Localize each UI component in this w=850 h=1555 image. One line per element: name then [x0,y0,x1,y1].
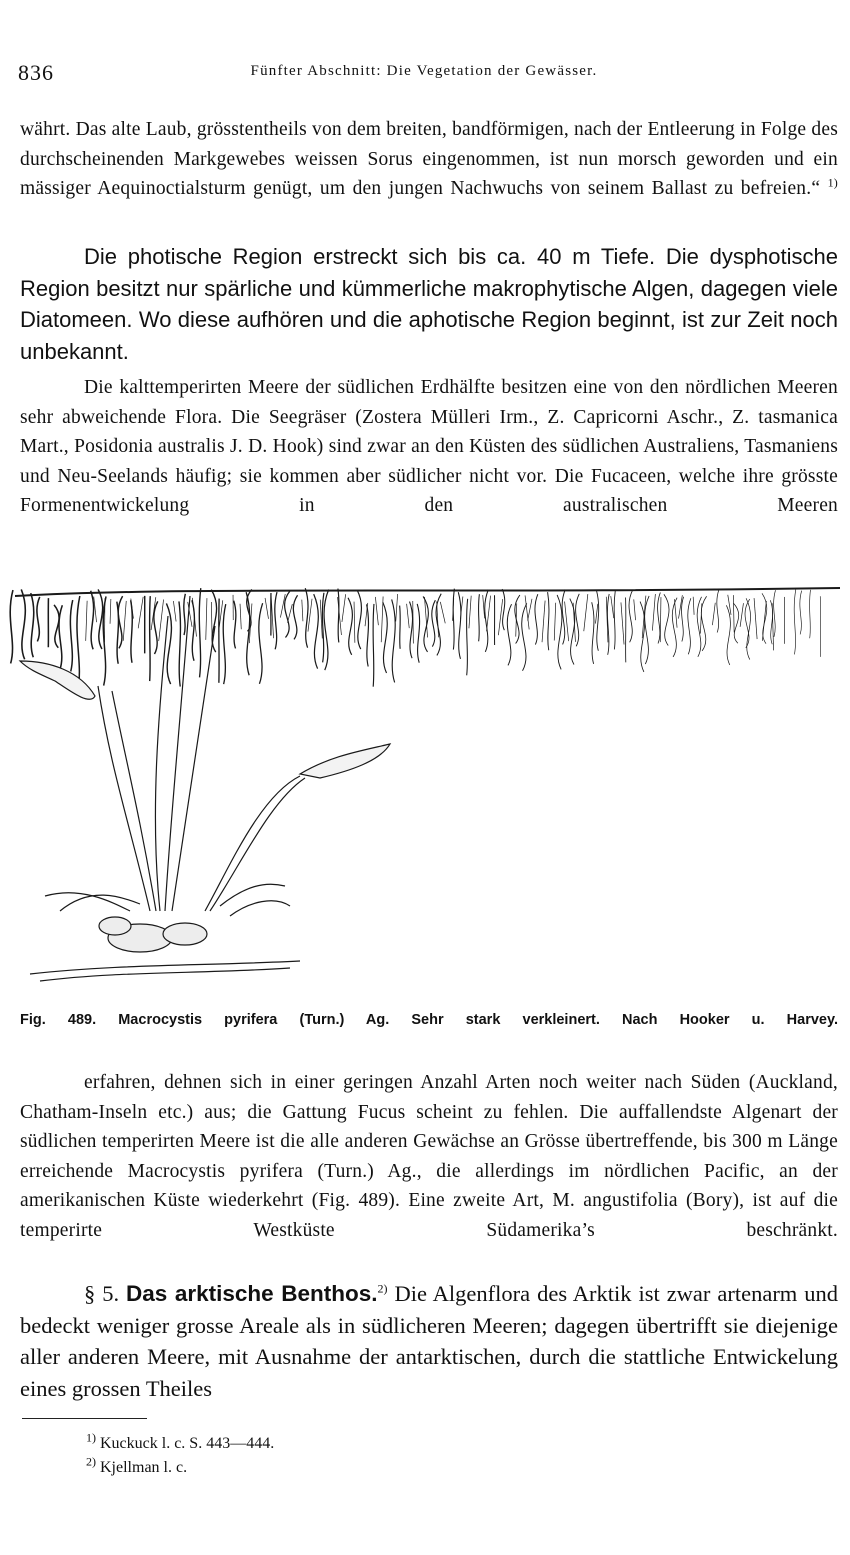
footnote-ref-2: 2) [377,1281,388,1296]
kelp-blade [682,597,684,642]
kelp-blade [629,590,633,643]
kelp-strand [159,599,164,641]
kelp-blade [423,596,428,652]
kelp-blade [774,590,776,637]
kelp-strand [302,600,303,622]
seaweed-drawing [10,588,840,981]
kelp-blade [259,603,263,684]
kelp-strand [498,599,502,635]
kelp-blade [118,596,122,648]
kelp-blade [664,594,669,645]
kelp-blade [154,601,158,654]
kelp-strand [595,604,597,624]
kelp-blade [535,594,538,644]
kelp-strand [407,604,410,628]
kelp-strand [542,601,545,643]
kelp-strand [762,601,766,641]
kelp-blade [688,598,691,654]
kelp-strand [516,604,517,637]
kelp-strand [206,598,207,640]
kelp-strand [396,594,398,621]
kelp-blade [314,594,319,669]
kelp-blade [410,602,413,659]
kelp-blade [717,590,719,633]
kelp-blade [199,588,201,677]
kelp-strand [440,602,445,623]
figure-caption: Fig. 489. Macrocystis pyrifera (Turn.) Ag. Sehr stark verkleinert. Nach Hooker u. Harvey. [20,1012,838,1028]
kelp-strand [740,603,743,627]
kelp-blade [726,605,730,665]
kelp-blade [192,600,195,660]
kelp-strand [554,603,555,641]
kelp-strand [772,603,773,650]
kelp-blade [59,605,62,670]
kelp-canopy-line [15,588,840,596]
kelp-blade [576,594,580,647]
kelp-blade [570,599,575,665]
kelp-blade [453,589,454,650]
kelp-blade [507,604,511,665]
kelp-strand [611,596,614,618]
kelp-blade [400,606,401,649]
kelp-strand [584,594,588,631]
kelp-strand [621,602,624,644]
kelp-blade [184,594,186,635]
kelp-blade [672,598,677,657]
kelp-strand [528,599,532,621]
kelp-blade [70,600,72,671]
kelp-strand [674,599,677,628]
kelp-blade [21,589,25,659]
kelp-strand [487,596,491,632]
kelp-blade [293,595,297,639]
paragraph-southern-seas: Die kalttemperirten Meere der südlichen Erdhälfte besitzen eine von den nördlichen Meeren sehr abweichende Flora. Die Seegräser (Zostera Mülleri Irm., Z. Capricorni Aschr., Z. tasmanica Mart., Posidonia australis J. D. Hook) sind zwar an den Küsten des südlichen Australiens, Tasmaniens und Neu-Seelands häufig; sie kommen aber südlicher nicht vor. Die Fucaceen, welche ihre grösste Formenentwickelung in den australischen Meeren [20,377,838,516]
paragraph-arctic-benthos: § 5. Das arktische Benthos.$^{2)}$ Die Algenflora des Arktik ist zwar artenarm und bedeckt weniger grosse Areale als in südlicheren Meeren; dagegen übertrifft sie diejenige aller anderen Meere, mit Ausnahme der antarktischen, durch die stattliche Entwickelung eines grossen Theiles [20,1281,839,1401]
kelp-blade [522,603,527,670]
kelp-strand [354,602,355,643]
kelp-blade [348,598,352,655]
kelp-strand [365,603,368,626]
figure-macrocystis [0,566,850,1006]
kelp-strand [287,604,292,623]
section-heading: Das arktische Benthos. [126,1281,378,1306]
kelp-blade [31,593,34,657]
page-number: 836 [18,60,54,85]
kelp-blade [432,600,436,646]
kelp-strand [86,601,87,641]
kelp-blade [150,596,151,681]
page-header [18,60,830,90]
kelp-strand [728,595,731,615]
kelp-strand [733,595,734,632]
footnote-1: $^{1)}$ Kuckuck l. c. S. 443—444. [86,1430,275,1452]
kelp-blade [234,601,236,649]
kelp-blade [324,589,329,670]
kelp-strand [123,601,126,641]
paragraph-photic-region: Die photische Region erstreckt sich bis ca. 40 m Tiefe. Die dysphotische Region besitzt nur spärliche und kümmerliche makrophytische Algen, dagegen viele Diatomeen. Wo diese aufhören und die aphotische Region beginnt, ist zur Zeit noch unbekannt. [20,244,838,364]
kelp-blade [37,597,40,641]
kelp-strand [381,596,383,642]
footnote-rule [22,1418,147,1419]
kelp-blade [367,604,369,666]
kelp-strand [375,597,378,625]
footnote-2: $^{2)}$ Kjellman l. c. [86,1454,188,1476]
kelp-strand [525,595,529,629]
kelp-blade [338,589,339,643]
kelp-blade [98,589,103,649]
kelp-blade [305,588,308,648]
kelp-blade [10,590,13,663]
kelp-blade [645,596,649,664]
kelp-blade [562,590,565,645]
kelp-blade [322,593,324,663]
kelp-strand [469,596,471,629]
kelp-strand [754,598,757,639]
kelp-blade [592,602,594,664]
kelp-strand [634,599,636,620]
kelp-blade [596,590,598,650]
kelp-blade [614,590,615,649]
kelp-blade [223,604,226,684]
kelp-blade [373,604,374,687]
kelp-strand [110,599,111,624]
kelp-blade [91,591,94,650]
kelp-blade [166,603,171,684]
paragraph-continuation: währt. Das alte Laub, grösstentheils von dem breiten, bandförmigen, nach der Entleerung in Folge des durchscheinenden Markgewebes weissen Sorus eingenommen, ist nun morsch geworden und ein mässiger Aequinoctialsturm genügt, um den jungen Nachwuchs von seinem Ballast zu befreien.“ $^{1)}$ [20,119,839,199]
macrocystis-illustration [0,566,850,1006]
kelp-blade [467,599,468,675]
kelp-blade [794,590,796,655]
kelp-blade [383,602,387,673]
kelp-strand [173,601,176,622]
kelp-blade [800,591,802,635]
section-number: § 5. [84,1281,120,1306]
kelp-strand [712,603,715,625]
kelp-blade [502,589,505,630]
kelp-blade [557,595,562,670]
kelp-blade [810,590,811,638]
paragraph-macrocystis: erfahren, dehnen sich in einer geringen Anzahl Arten noch weiter nach Süden (Auckland, Chatham-Inseln etc.) aus; die Gattung Fucus scheint zu fehlen. Die auffallendste Algenart der südlichen temperirten Meere ist die alle anderen Gewächse an Grösse übertreffende, bis 300 m Länge erreichende Macrocystis pyrifera (Turn.) Ag., die allerdings im nördlichen Pacific, an der amerikanischen Küste wiederkehrt (Fig. 489). Eine zweite Art, M. angustifolia (Bory), ist auf die temperirte Westküste Südamerika’s beschränkt. [20,1072,838,1241]
kelp-blade [357,590,361,649]
kelp-strand [413,601,414,643]
kelp-blade [658,592,661,643]
kelp-strand [652,594,655,631]
kelp-strand [211,602,212,638]
kelp-blade [458,592,461,659]
kelp-blade [275,592,277,649]
kelp-blade [478,594,479,641]
kelp-strand [342,594,346,622]
kelp-blade [417,604,419,663]
kelp-blade [179,601,181,686]
kelp-blade [285,591,290,638]
running-head: Fünfter Abschnitt: Die Vegetation der Gewässer. [250,63,598,79]
kelp-strand [660,597,661,642]
footnote-ref-1: 1) [827,175,839,190]
kelp-blade [746,598,750,659]
kelp-blade [607,594,609,655]
kelp-strand [240,604,241,629]
kelp-strand [693,597,694,615]
kelp-strand [565,602,569,642]
footnotes [86,1432,274,1480]
kelp-blade [548,592,549,650]
kelp-blade [392,599,396,682]
kelp-strand [265,598,268,619]
kelp-strand [138,597,143,629]
